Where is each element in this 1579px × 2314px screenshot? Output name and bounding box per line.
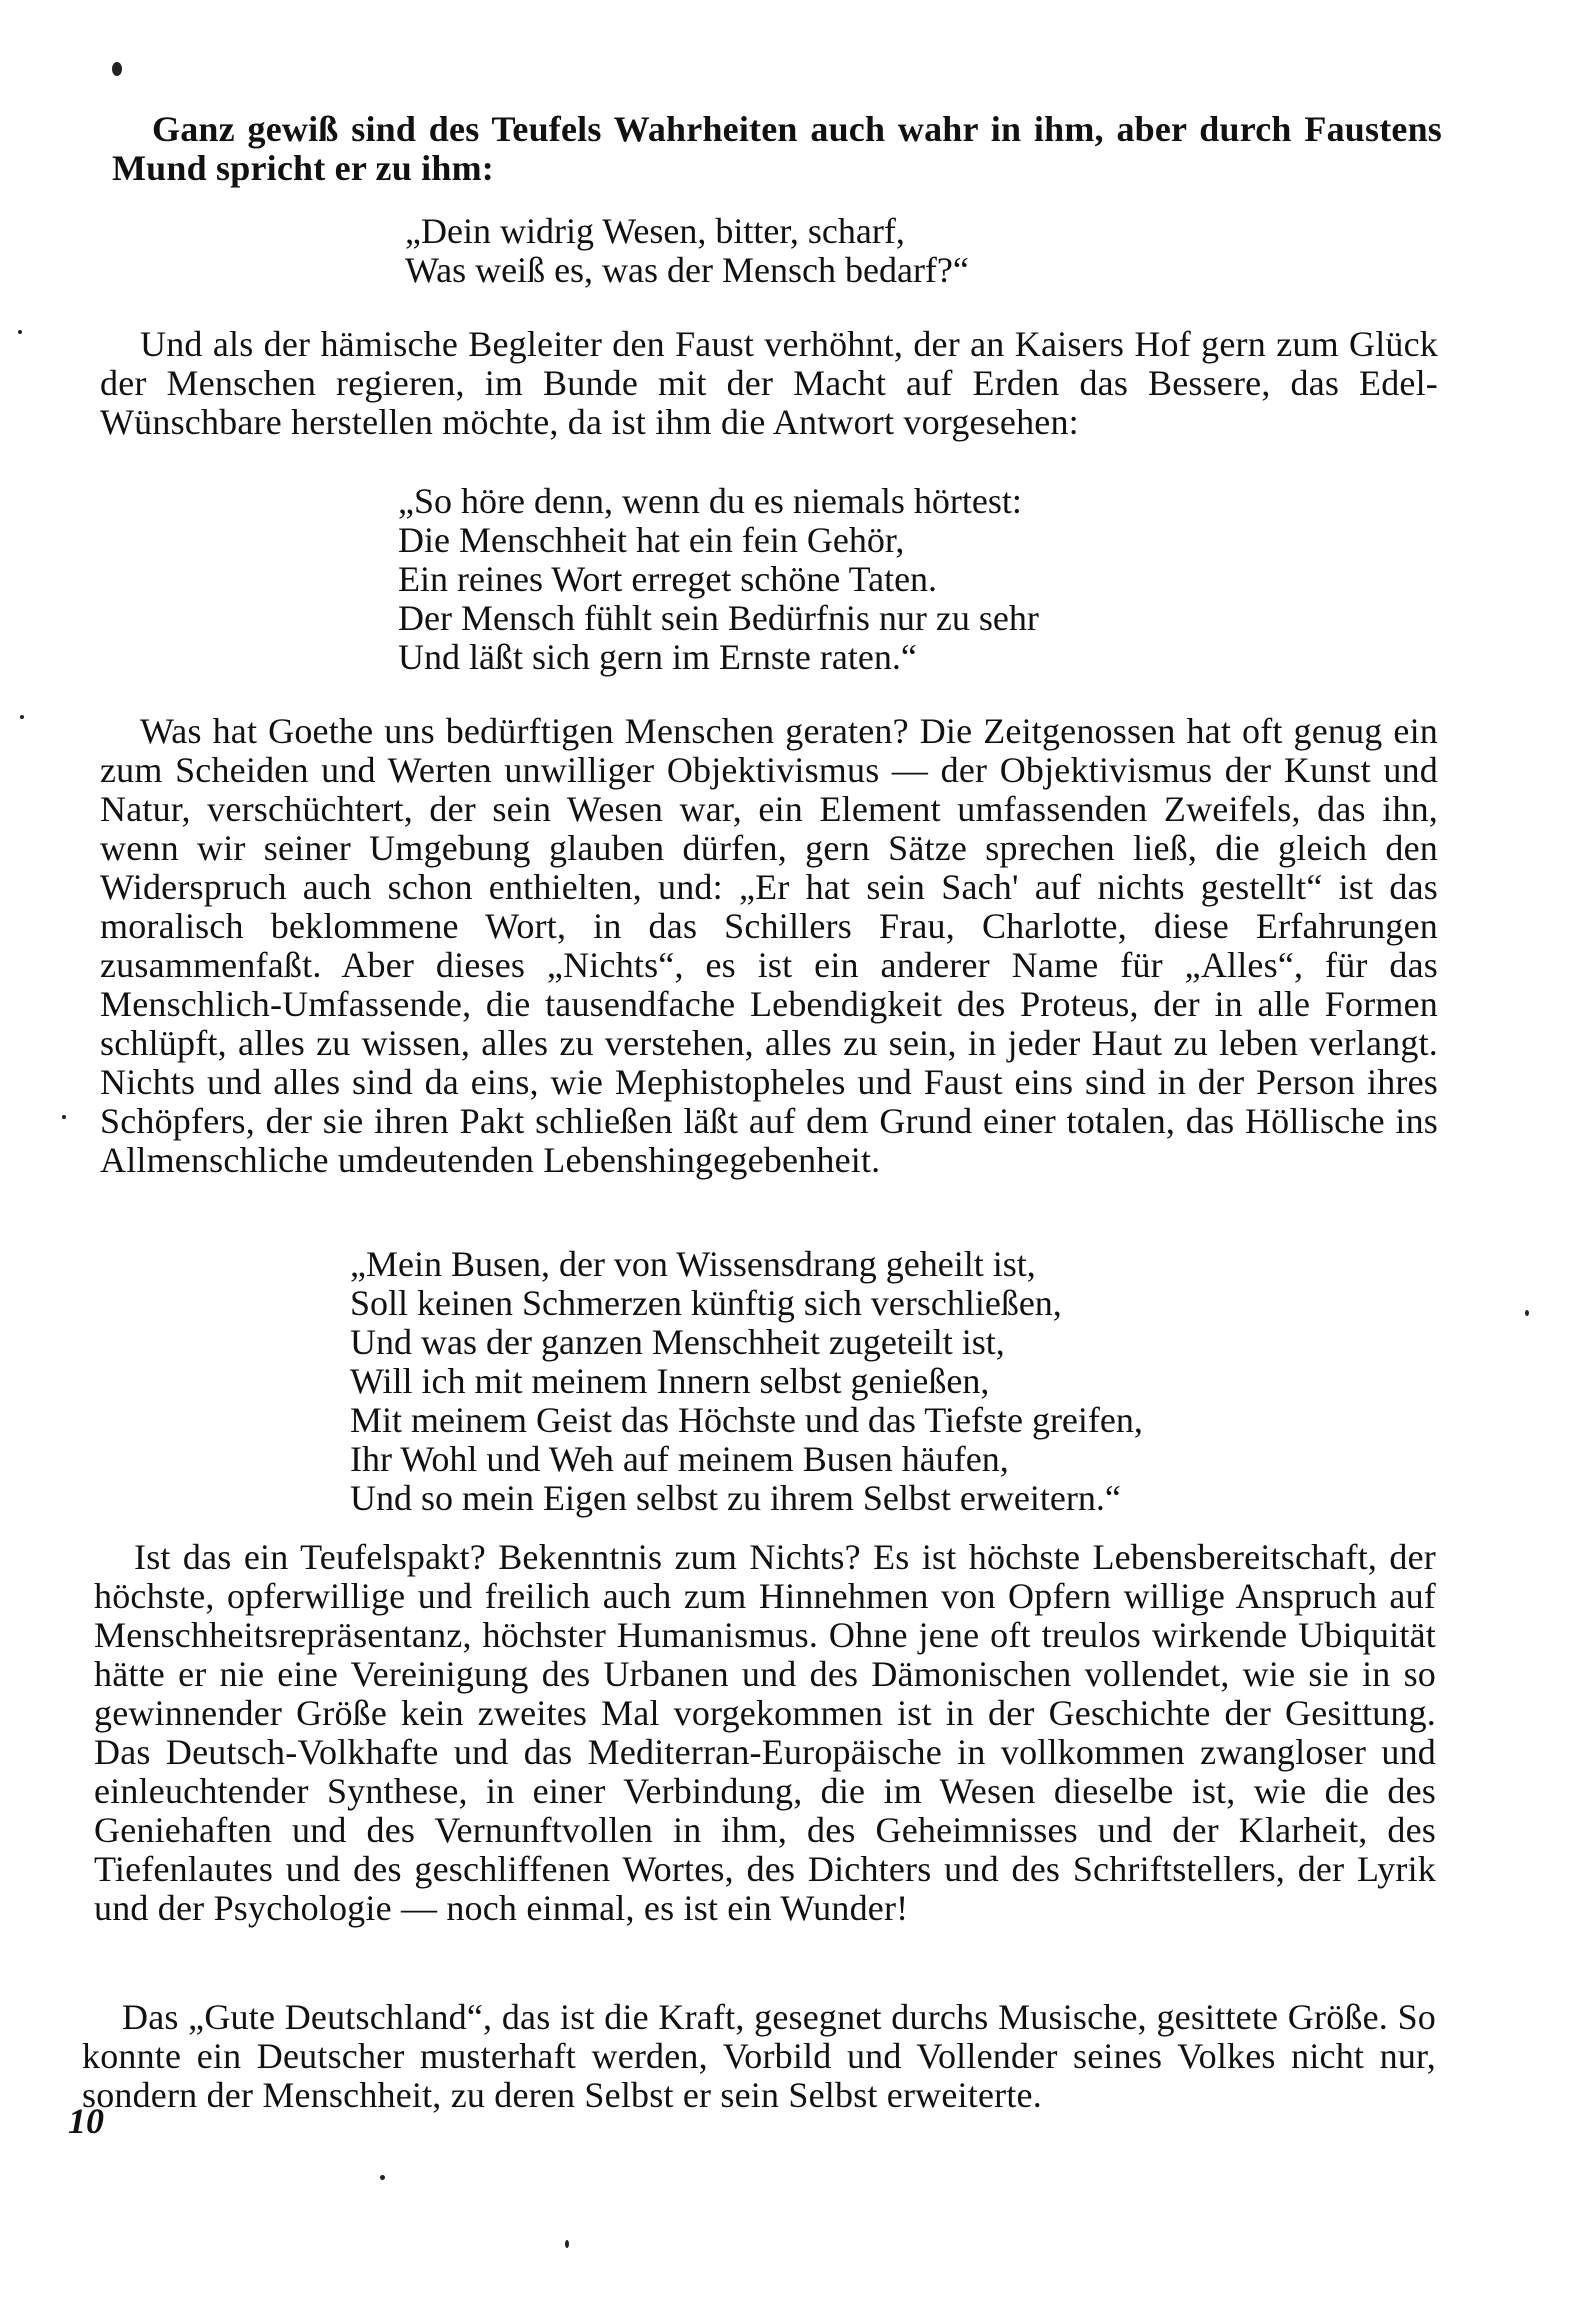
paragraph-text: Und als der hämische Begleiter den Faust verhöhnt, der an Kaisers Hof gern zum Glück der Menschen regieren, im Bunde mit der Macht auf Erden das Bessere, das Edel-Wünschbare herstellen möchte, da ist ihm die Antwort vorgesehen: bbox=[100, 324, 1438, 442]
paragraph-text: Ganz gewiß sind des Teufels Wahrheiten auch wahr in ihm, aber durch Faustens Mund spricht er zu ihm: bbox=[112, 109, 1442, 188]
scan-speck bbox=[20, 715, 24, 719]
quote-line: Soll keinen Schmerzen künftig sich verschließen, bbox=[350, 1283, 1062, 1323]
quote-line: Ein reines Wort erreget schöne Taten. bbox=[398, 559, 938, 599]
quote-line: „So höre denn, wenn du es niemals hörtest: bbox=[398, 481, 1022, 521]
quote-line: Will ich mit meinem Innern selbst genießen, bbox=[350, 1361, 990, 1401]
paragraph-text: Ist das ein Teufelspakt? Bekenntnis zum Nichts? Es ist höchste Lebensbereitschaft, der höchste, opferwillige und freilich auch zum Hinnehmen von Opfern willige Anspruch auf Menschheitsrepräsentanz, höchster Humanismus. Ohne jene oft treulos wirkende Ubiquität hätte er nie eine Vereinigung des Urbanen und des Dämonischen vollendet, wie sie in so gewinnender Größe kein zweites Mal vorgekommen ist in der Geschichte der Gesittung. Das Deutsch-Volkhafte und das Mediterran-Europäische in vollkommen zwangloser und einleuchtender Synthese, in einer Verbindung, die im Wesen dieselbe ist, wie die des Geniehaften und des Vernunftvollen in ihm, des Geheimnisses und der Klarheit, des Tiefenlautes und des geschliffenen Wortes, des Dichters und des Schriftstellers, der Lyrik und der Psychologie — noch einmal, es ist ein Wunder! bbox=[94, 1537, 1436, 1928]
quote-line: Mit meinem Geist das Höchste und das Tiefste greifen, bbox=[350, 1400, 1143, 1440]
quote-line: Ihr Wohl und Weh auf meinem Busen häufen, bbox=[350, 1439, 1009, 1479]
page-number: 10 bbox=[68, 2101, 104, 2141]
quote-line: Und was der ganzen Menschheit zugeteilt ist, bbox=[350, 1322, 1005, 1362]
paragraph-3 bbox=[100, 712, 1438, 1180]
quote-line: Und so mein Eigen selbst zu ihrem Selbst erweitern.“ bbox=[350, 1478, 1121, 1518]
quote-line: Die Menschheit hat ein fein Gehör, bbox=[398, 520, 905, 560]
scan-speck bbox=[62, 1115, 66, 1119]
paragraph-4 bbox=[94, 1538, 1436, 1928]
scan-speck bbox=[112, 62, 122, 76]
paragraph-1 bbox=[112, 110, 1442, 188]
quote-block-3 bbox=[350, 1245, 1143, 1518]
quote-line: Und läßt sich gern im Ernste raten.“ bbox=[398, 637, 917, 677]
quote-block-2 bbox=[398, 482, 1039, 677]
scan-speck bbox=[1525, 1310, 1529, 1316]
paragraph-text: Das „Gute Deutschland“, das ist die Kraft, gesegnet durchs Musische, gesittete Größe. So konnte ein Deutscher musterhaft werden, Vorbild und Vollender seines Volkes nicht nur, sondern der Menschheit, zu deren Selbst er sein Selbst erweiterte. bbox=[82, 1997, 1436, 2115]
scan-speck bbox=[18, 330, 22, 334]
paragraph-text: Was hat Goethe uns bedürftigen Menschen geraten? Die Zeitgenossen hat oft genug ein zum Scheiden und Werten unwilliger Objektivismus — der Objektivismus der Kunst und Natur, verschüchtert, der sein Wesen war, ein Element umfassenden Zweifels, das ihn, wenn wir seiner Umgebung glauben dürfen, gern Sätze sprechen ließ, die gleich den Widerspruch auch schon enthielten, und: „Er hat sein Sach' auf nichts gestellt“ ist das moralisch beklommene Wort, in das Schillers Frau, Charlotte, diese Erfahrungen zusammenfaßt. Aber dieses „Nichts“, es ist ein anderer Name für „Alles“, für das Menschlich-Umfassende, die tausendfache Lebendigkeit des Proteus, der in alle Formen schlüpft, alles zu wissen, alles zu verstehen, alles zu sein, in jeder Haut zu leben verlangt. Nichts und alles sind da eins, wie Mephistopheles und Faust eins sind in der Person ihres Schöpfers, der sie ihren Pakt schließen läßt auf dem Grund einer totalen, das Höllische ins Allmenschliche umdeutenden Lebenshingegebenheit. bbox=[100, 711, 1438, 1180]
quote-line: Der Mensch fühlt sein Bedürfnis nur zu sehr bbox=[398, 598, 1039, 638]
paragraph-5 bbox=[82, 1998, 1436, 2115]
quote-line: Was weiß es, was der Mensch bedarf?“ bbox=[405, 250, 969, 290]
scan-speck bbox=[565, 2240, 569, 2248]
quote-block-1 bbox=[405, 212, 969, 290]
scan-speck bbox=[380, 2175, 385, 2180]
quote-line: „Dein widrig Wesen, bitter, scharf, bbox=[405, 211, 905, 251]
paragraph-2 bbox=[100, 325, 1438, 442]
quote-line: „Mein Busen, der von Wissensdrang geheilt ist, bbox=[350, 1244, 1036, 1284]
